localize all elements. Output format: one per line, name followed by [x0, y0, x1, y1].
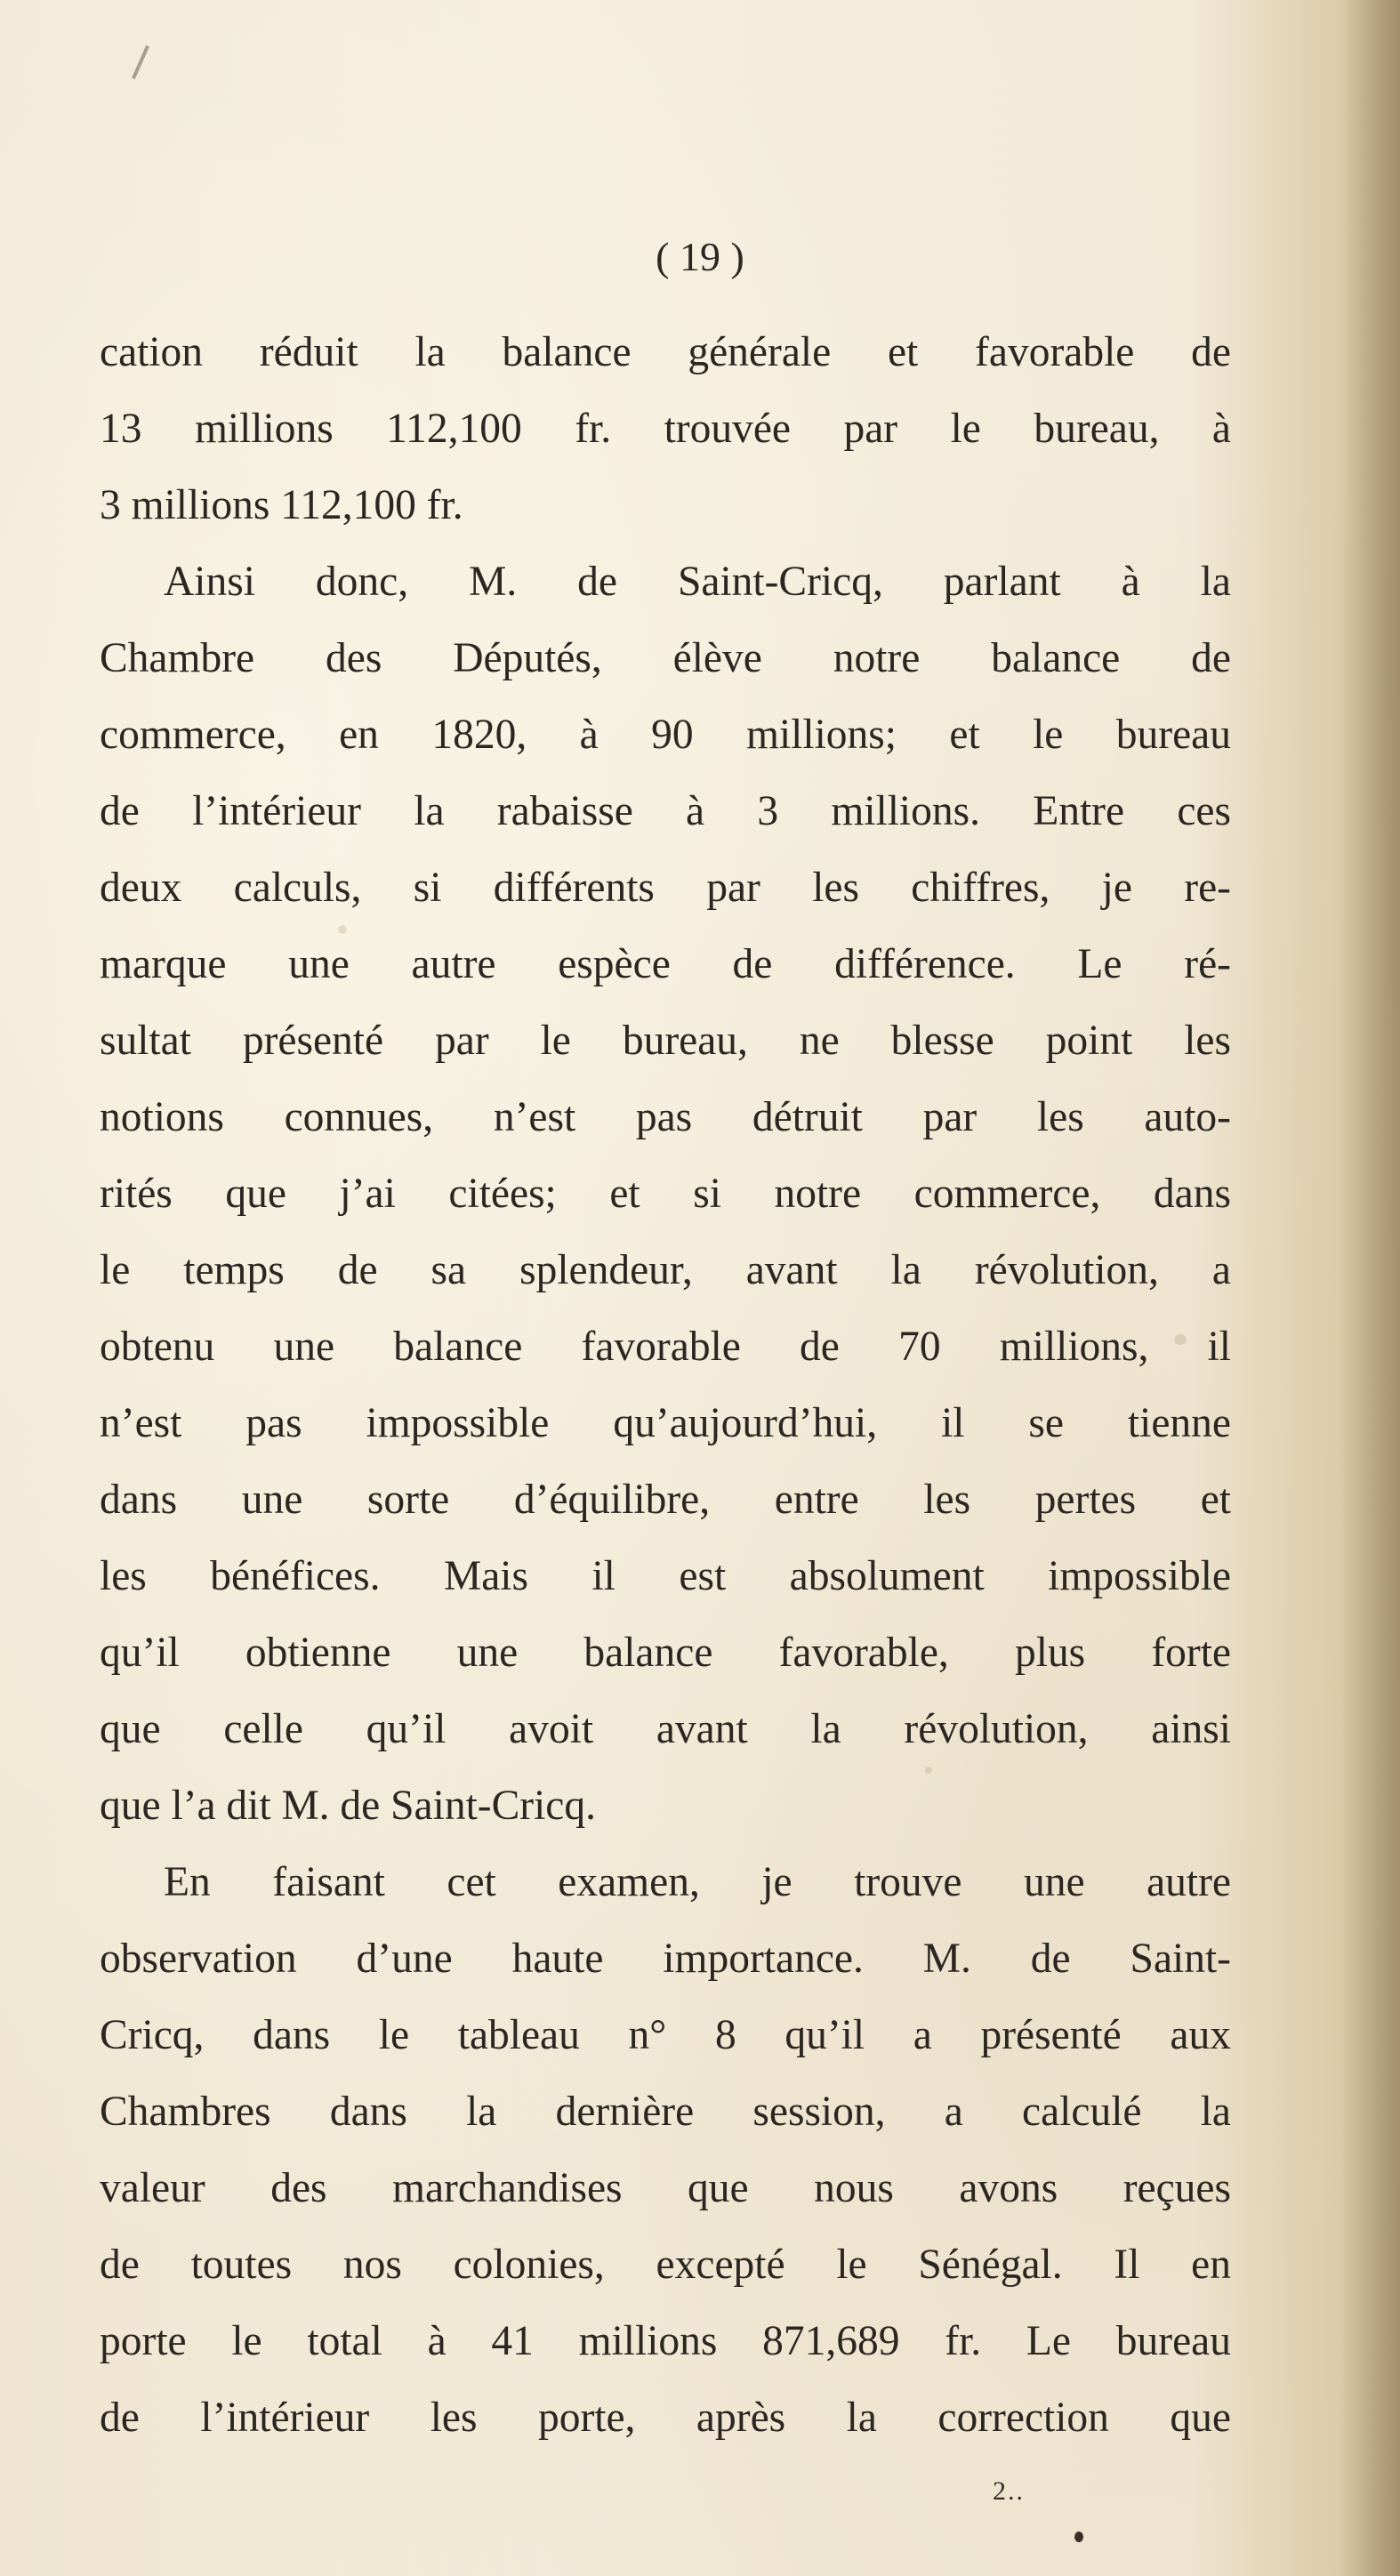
text-line: valeur des marchandises que nous avons reçues: [100, 2165, 1231, 2211]
text-line: qu’il obtienne une balance favorable, plus forte: [100, 1630, 1231, 1676]
ink-spot: [1074, 2532, 1083, 2542]
text-line: de l’intérieur les porte, après la correction que: [100, 2395, 1231, 2441]
text-line: 13 millions 112,100 fr. trouvée par le bureau, à: [100, 406, 1231, 452]
text-line: porte le total à 41 millions 871,689 fr. Le bureau: [100, 2318, 1231, 2364]
text-line: rités que j’ai citées; et si notre commerce, dans: [100, 1171, 1231, 1217]
text-line: marque une autre espèce de différence. Le ré-: [100, 941, 1231, 987]
foxing-spot: [925, 1767, 932, 1774]
text-line: 3 millions 112,100 fr.: [100, 482, 463, 528]
text-line: le temps de sa splendeur, avant la révolution, a: [100, 1247, 1231, 1293]
text-line: cation réduit la balance générale et favorable de: [100, 329, 1231, 375]
text-line: Chambres dans la dernière session, a calculé la: [100, 2089, 1231, 2135]
text-line: n’est pas impossible qu’aujourd’hui, il se tienne: [100, 1400, 1231, 1446]
text-line: En faisant cet examen, je trouve une autre: [164, 1859, 1231, 1905]
text-line: notions connues, n’est pas détruit par les auto-: [100, 1094, 1231, 1140]
text-line: commerce, en 1820, à 90 millions; et le bureau: [100, 712, 1231, 758]
signature-mark: 2..: [993, 2476, 1025, 2506]
text-line: observation d’une haute importance. M. de Saint-: [100, 1936, 1231, 1982]
text-line: dans une sorte d’équilibre, entre les pertes et: [100, 1477, 1231, 1523]
foxing-spot: [338, 925, 347, 934]
text-line: de l’intérieur la rabaisse à 3 millions. Entre ces: [100, 788, 1231, 834]
text-line: que celle qu’il avoit avant la révolution, ainsi: [100, 1706, 1231, 1752]
text-line: les bénéfices. Mais il est absolument impossible: [100, 1553, 1231, 1599]
text-line: de toutes nos colonies, excepté le Sénégal. Il en: [100, 2242, 1231, 2288]
text-line: Cricq, dans le tableau n° 8 qu’il a présenté aux: [100, 2012, 1231, 2058]
text-line: que l’a dit M. de Saint-Cricq.: [100, 1783, 597, 1829]
text-line: Chambre des Députés, élève notre balance de: [100, 635, 1231, 681]
text-line: Ainsi donc, M. de Saint-Cricq, parlant à la: [164, 559, 1231, 605]
pencil-mark: [132, 45, 149, 79]
page-edge-shadow: [1338, 0, 1400, 2576]
text-line: deux calculs, si différents par les chiffres, je re-: [100, 865, 1231, 911]
text-line: obtenu une balance favorable de 70 millions, il: [100, 1324, 1231, 1370]
page-number: ( 19 ): [656, 234, 744, 279]
text-line: sultat présenté par le bureau, ne blesse point les: [100, 1018, 1231, 1064]
